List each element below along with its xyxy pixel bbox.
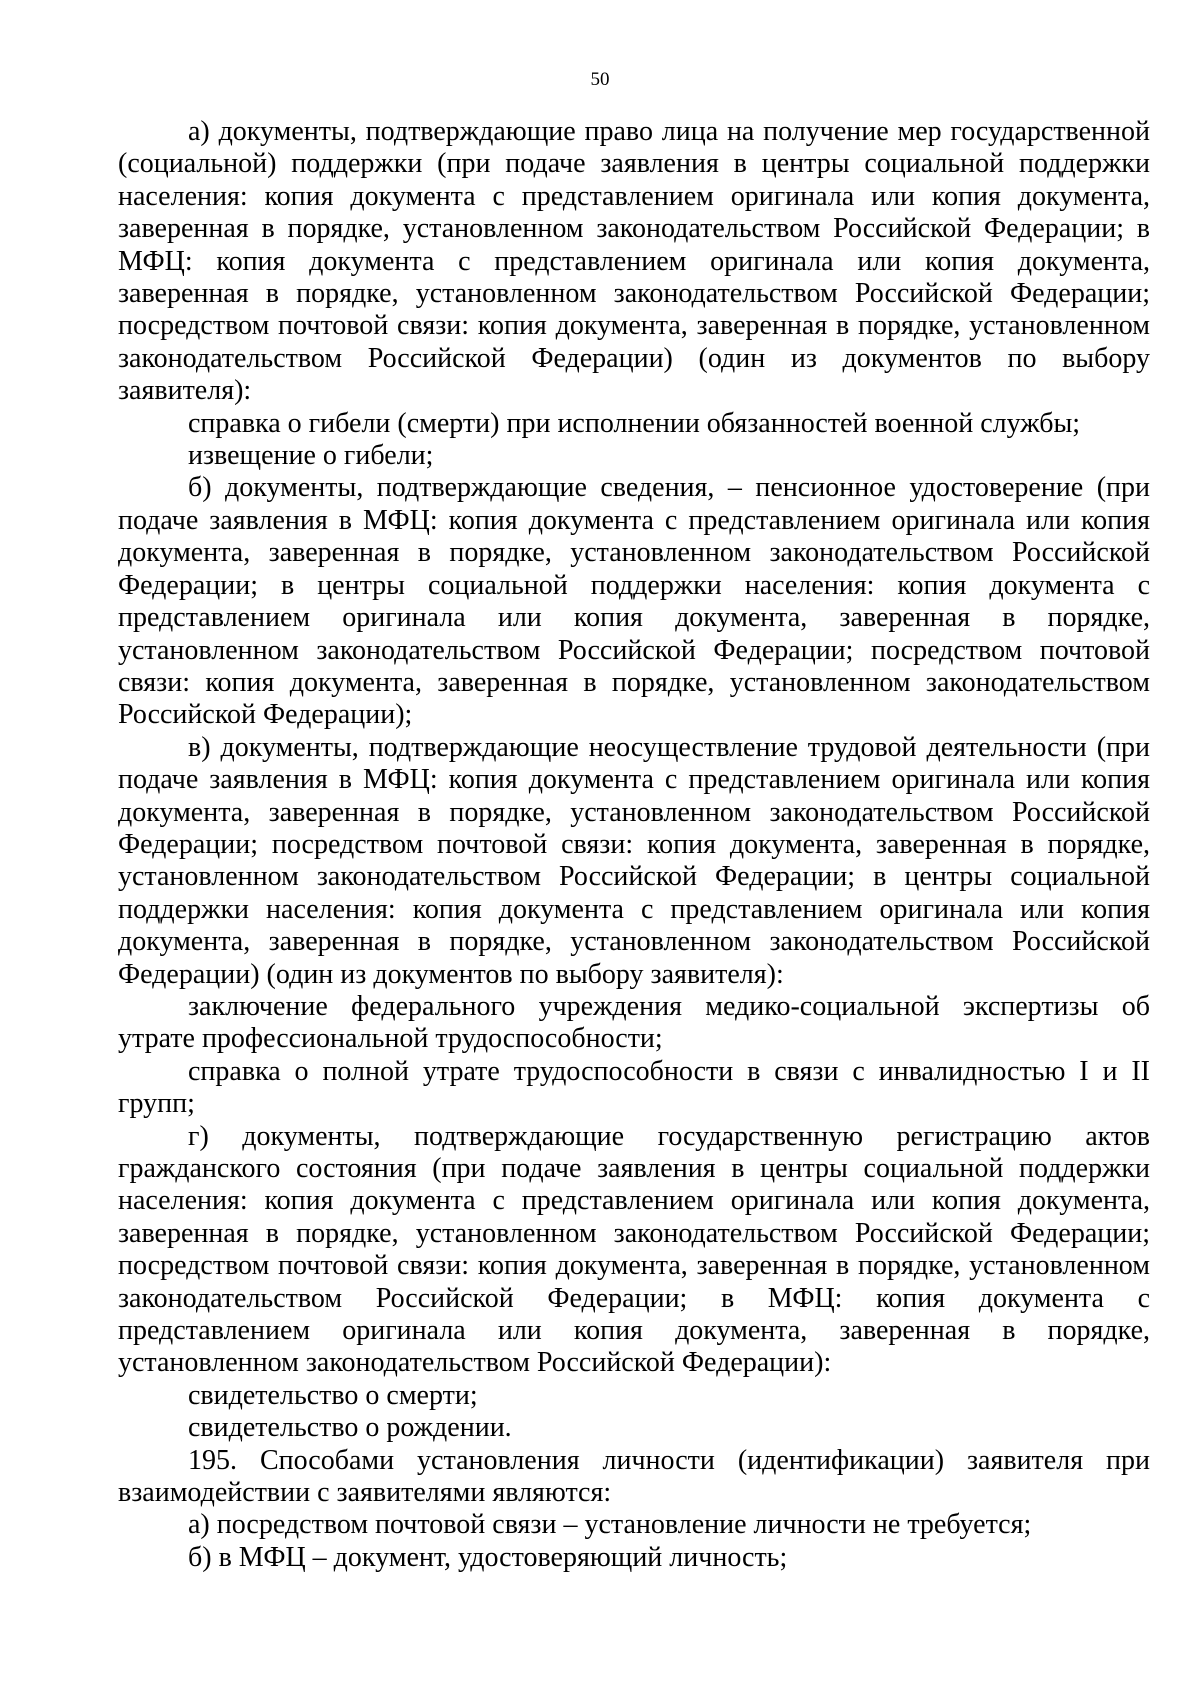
list-item-birth-record: свидетельство о рождении. xyxy=(188,1412,512,1444)
page-number: 50 xyxy=(590,69,610,90)
list-item-death-certificate-military: справка о гибели (смерти) при исполнении обязанностей военной службы; xyxy=(188,407,1081,439)
paragraph-c-no-employment: в) документы, подтверждающие неосуществление трудовой деятельности (при подаче заявления в МФЦ: копия документа с представлением оригинала или копия документа, заверенная в порядке, установленном законодательством Российской Федерации; посредством почтовой связи: копия документа, заверенная в порядке, установленном законодательством Российской Федерации; в центры социальной поддержки населения: копия документа с представлением оригинала или копия документа, заверенная в порядке, установленном законодательством Российской Федерации) (один из документов по выбору заявителя): xyxy=(118,731,1150,990)
list-item-death-record: свидетельство о смерти; xyxy=(188,1379,478,1411)
paragraph-b-pension-certificate: б) документы, подтверждающие сведения, – пенсионное удостоверение (при подаче заявления в МФЦ: копия документа с представлением оригинала или копия документа, заверенная в порядке, установленном законодательством Российской Федерации; в центры социальной поддержки населения: копия документа с представлением оригинала или копия документа, заверенная в порядке, установленном законодательством Российской Федерации; посредством почтовой связи: копия документа, заверенная в порядке, установленном законодательством Российской Федерации); xyxy=(118,472,1150,731)
list-item-death-notice: извещение о гибели; xyxy=(188,440,434,472)
list-item-mse-conclusion: заключение федерального учреждения медико-социальной экспертизы об утрате профессиональной трудоспособности; xyxy=(118,990,1150,1055)
list-item-disability-certificate: справка о полной утрате трудоспособности в связи с инвалидностью I и II групп; xyxy=(118,1055,1150,1120)
paragraph-d-civil-registration: г) документы, подтверждающие государственную регистрацию актов гражданского состояния (при подаче заявления в центры социальной поддержки населения: копия документа с представлением оригинала или копия документа, заверенная в порядке, установленном законодательством Российской Федерации; посредством почтовой связи: копия документа, заверенная в порядке, установленном законодательством Российской Федерации; в МФЦ: копия документа с представлением оригинала или копия документа, заверенная в порядке, установленном законодательством Российской Федерации): xyxy=(118,1120,1150,1379)
list-item-postal-identification: а) посредством почтовой связи – установление личности не требуется; xyxy=(188,1509,1032,1541)
paragraph-a-proof-of-right: а) документы, подтверждающие право лица на получение мер государственной (социальной) поддержки (при подаче заявления в центры социальной поддержки населения: копия документа с представлением оригинала или копия документа, заверенная в порядке, установленном законодательством Российской Федерации; в МФЦ: копия документа с представлением оригинала или копия документа, заверенная в порядке, установленном законодательством Российской Федерации; посредством почтовой связи: копия документа, заверенная в порядке, установленном законодательством Российской Федерации) (один из документов по выбору заявителя): xyxy=(118,116,1150,407)
list-item-mfc-identification: б) в МФЦ – документ, удостоверяющий личность; xyxy=(188,1541,788,1573)
document-body xyxy=(118,116,1150,1574)
paragraph-195-identification: 195. Способами установления личности (идентификации) заявителя при взаимодействии с заявителями являются: xyxy=(118,1444,1150,1509)
